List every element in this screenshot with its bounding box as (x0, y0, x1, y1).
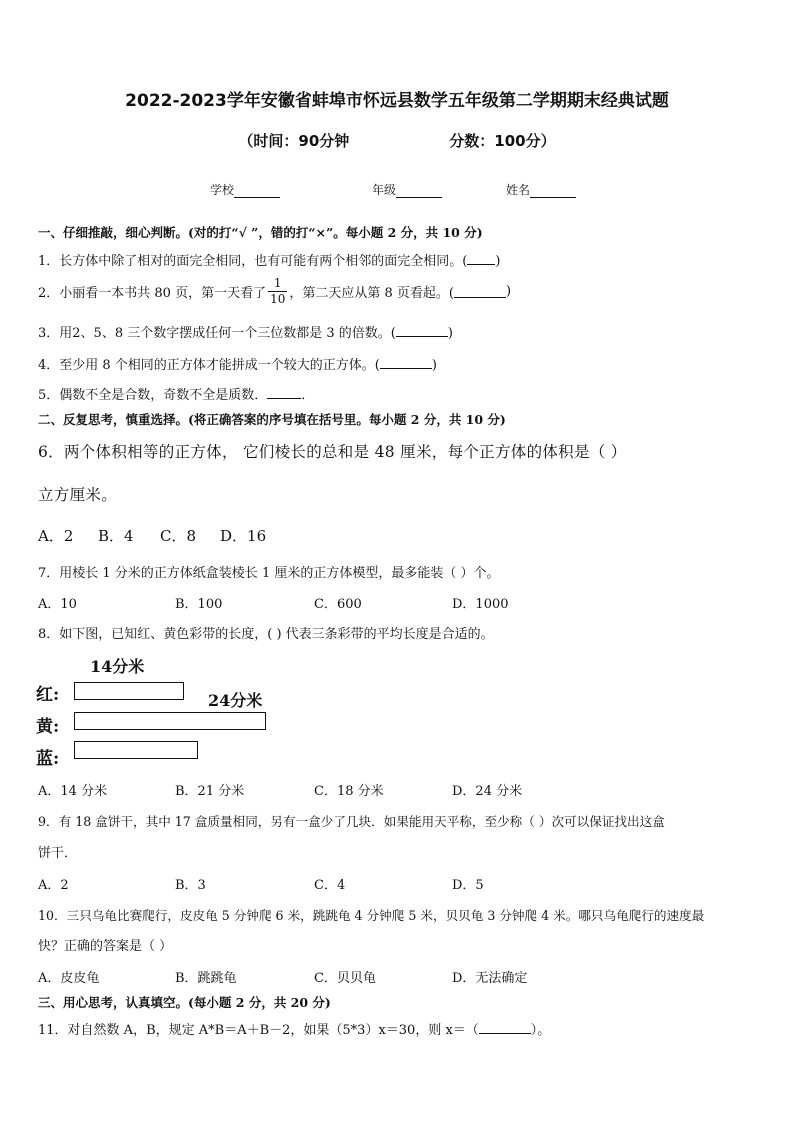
q10-option-a: A．皮皮龟 (38, 971, 100, 986)
q6-option-c: C．8 (160, 527, 197, 545)
question-11: 11．对自然数 A，B，规定 A*B＝A＋B－2，如果（5*3）x＝30，则 x＝（ ）。 (38, 1023, 551, 1038)
q9-option-c: C．4 (314, 878, 346, 893)
grade-field: 年级 (372, 181, 442, 198)
q10-option-d: D．无法确定 (452, 971, 528, 986)
question-10-line-1: 10．三只乌龟比赛爬行，皮皮龟 5 分钟爬 6 米，跳跳龟 4 分钟爬 5 米，贝贝龟 3 分钟爬 4 米。哪只乌龟爬行的速度最 (38, 908, 705, 923)
q6-option-d: D．16 (220, 527, 267, 545)
fraction-1-10: $\frac{1}{10}$ (270, 276, 286, 306)
question-9-line-2: 饼干． (38, 846, 78, 861)
q7-option-d: D．1000 (452, 597, 509, 612)
yellow-ribbon-bar (74, 712, 266, 730)
q8-option-c: C．18 分米 (314, 784, 384, 799)
question-7: 7．用棱长 1 分米的正方体纸盒装棱长 1 厘米的正方体模型，最多能装（ ）个。 (38, 566, 500, 581)
ribbon-figure (36, 652, 286, 768)
question-10-line-2: 快？正确的答案是（ ） (38, 939, 173, 954)
page-title: 2022-2023学年安徽省蚌埠市怀远县数学五年级第二学期期末经典试题 (125, 91, 669, 111)
question-6-line-1: 6．两个体积相等的正方体， 它们棱长的总和是 48 厘米，每个正方体的体积是（ ） (38, 443, 627, 461)
q10-option-c: C．贝贝龟 (314, 971, 376, 986)
q8-option-d: D．24 分米 (452, 784, 523, 799)
question-5: 5．偶数不全是合数，奇数不全是质数． ． (38, 388, 315, 403)
q7-option-b: B．100 (175, 597, 223, 612)
q9-option-d: D．5 (452, 878, 484, 893)
q7-option-c: C．600 (314, 597, 362, 612)
q6-option-a: A．2 (38, 527, 74, 545)
blue-ribbon-label: 蓝: (36, 749, 60, 769)
red-ribbon-label: 红: (36, 685, 60, 705)
q8-option-a: A．14 分米 (38, 784, 108, 799)
question-1: 1．长方体中除了相对的面完全相同，也有可能有两个相邻的面完全相同。( ) (38, 254, 501, 269)
exam-meta (0, 130, 794, 151)
name-field: 姓名 (506, 181, 576, 198)
exam-score: 分数：100分） (449, 132, 556, 150)
q7-option-a: A．10 (38, 597, 77, 612)
q10-option-b: B．跳跳龟 (175, 971, 237, 986)
question-3: 3．用2、5、8 三个数字摆成任何一个三位数都是 3 的倍数。( ) (38, 326, 453, 341)
school-field: 学校 (210, 181, 280, 198)
q6-option-b: B．4 (98, 527, 134, 545)
question-9-line-1: 9．有 18 盒饼干，其中 17 盒质量相同，另有一盒少了几块．如果能用天平称，至少称（ ）次可以保证找出这盒 (38, 814, 665, 829)
q9-option-a: A．2 (38, 878, 69, 893)
red-length-label: 14分米 (90, 657, 145, 676)
blue-ribbon-bar (74, 741, 198, 759)
q8-option-b: B．21 分米 (175, 784, 245, 799)
yellow-ribbon-label: 黄: (36, 717, 60, 737)
red-ribbon-bar (74, 682, 184, 700)
section-2-heading: 二、反复思考，慎重选择。(将正确答案的序号填在括号里。每小题 2 分，共 10 分) (38, 412, 506, 427)
section-1-heading: 一、仔细推敲，细心判断。(对的打“√ ”，错的打“×”。每小题 2 分，共 10 分) (38, 225, 483, 240)
question-2: 2．小丽看一本书共 80 页，第一天看了 $\frac{1}{10}$ ，第二天应从第 8 页看起。( ) (38, 276, 512, 306)
exam-time: （时间：90分钟 (238, 132, 350, 150)
question-8: 8．如下图，已知红、黄色彩带的长度，( ) 代表三条彩带的平均长度是合适的。 (38, 627, 494, 642)
question-6-line-2: 立方厘米。 (38, 486, 118, 504)
question-4: 4．至少用 8 个相同的正方体才能拼成一个较大的正方体。( ) (38, 358, 437, 373)
section-3-heading: 三、用心思考，认真填空。(每小题 2 分，共 20 分) (38, 995, 331, 1010)
yellow-length-label: 24分米 (208, 691, 263, 710)
q9-option-b: B．3 (175, 878, 206, 893)
